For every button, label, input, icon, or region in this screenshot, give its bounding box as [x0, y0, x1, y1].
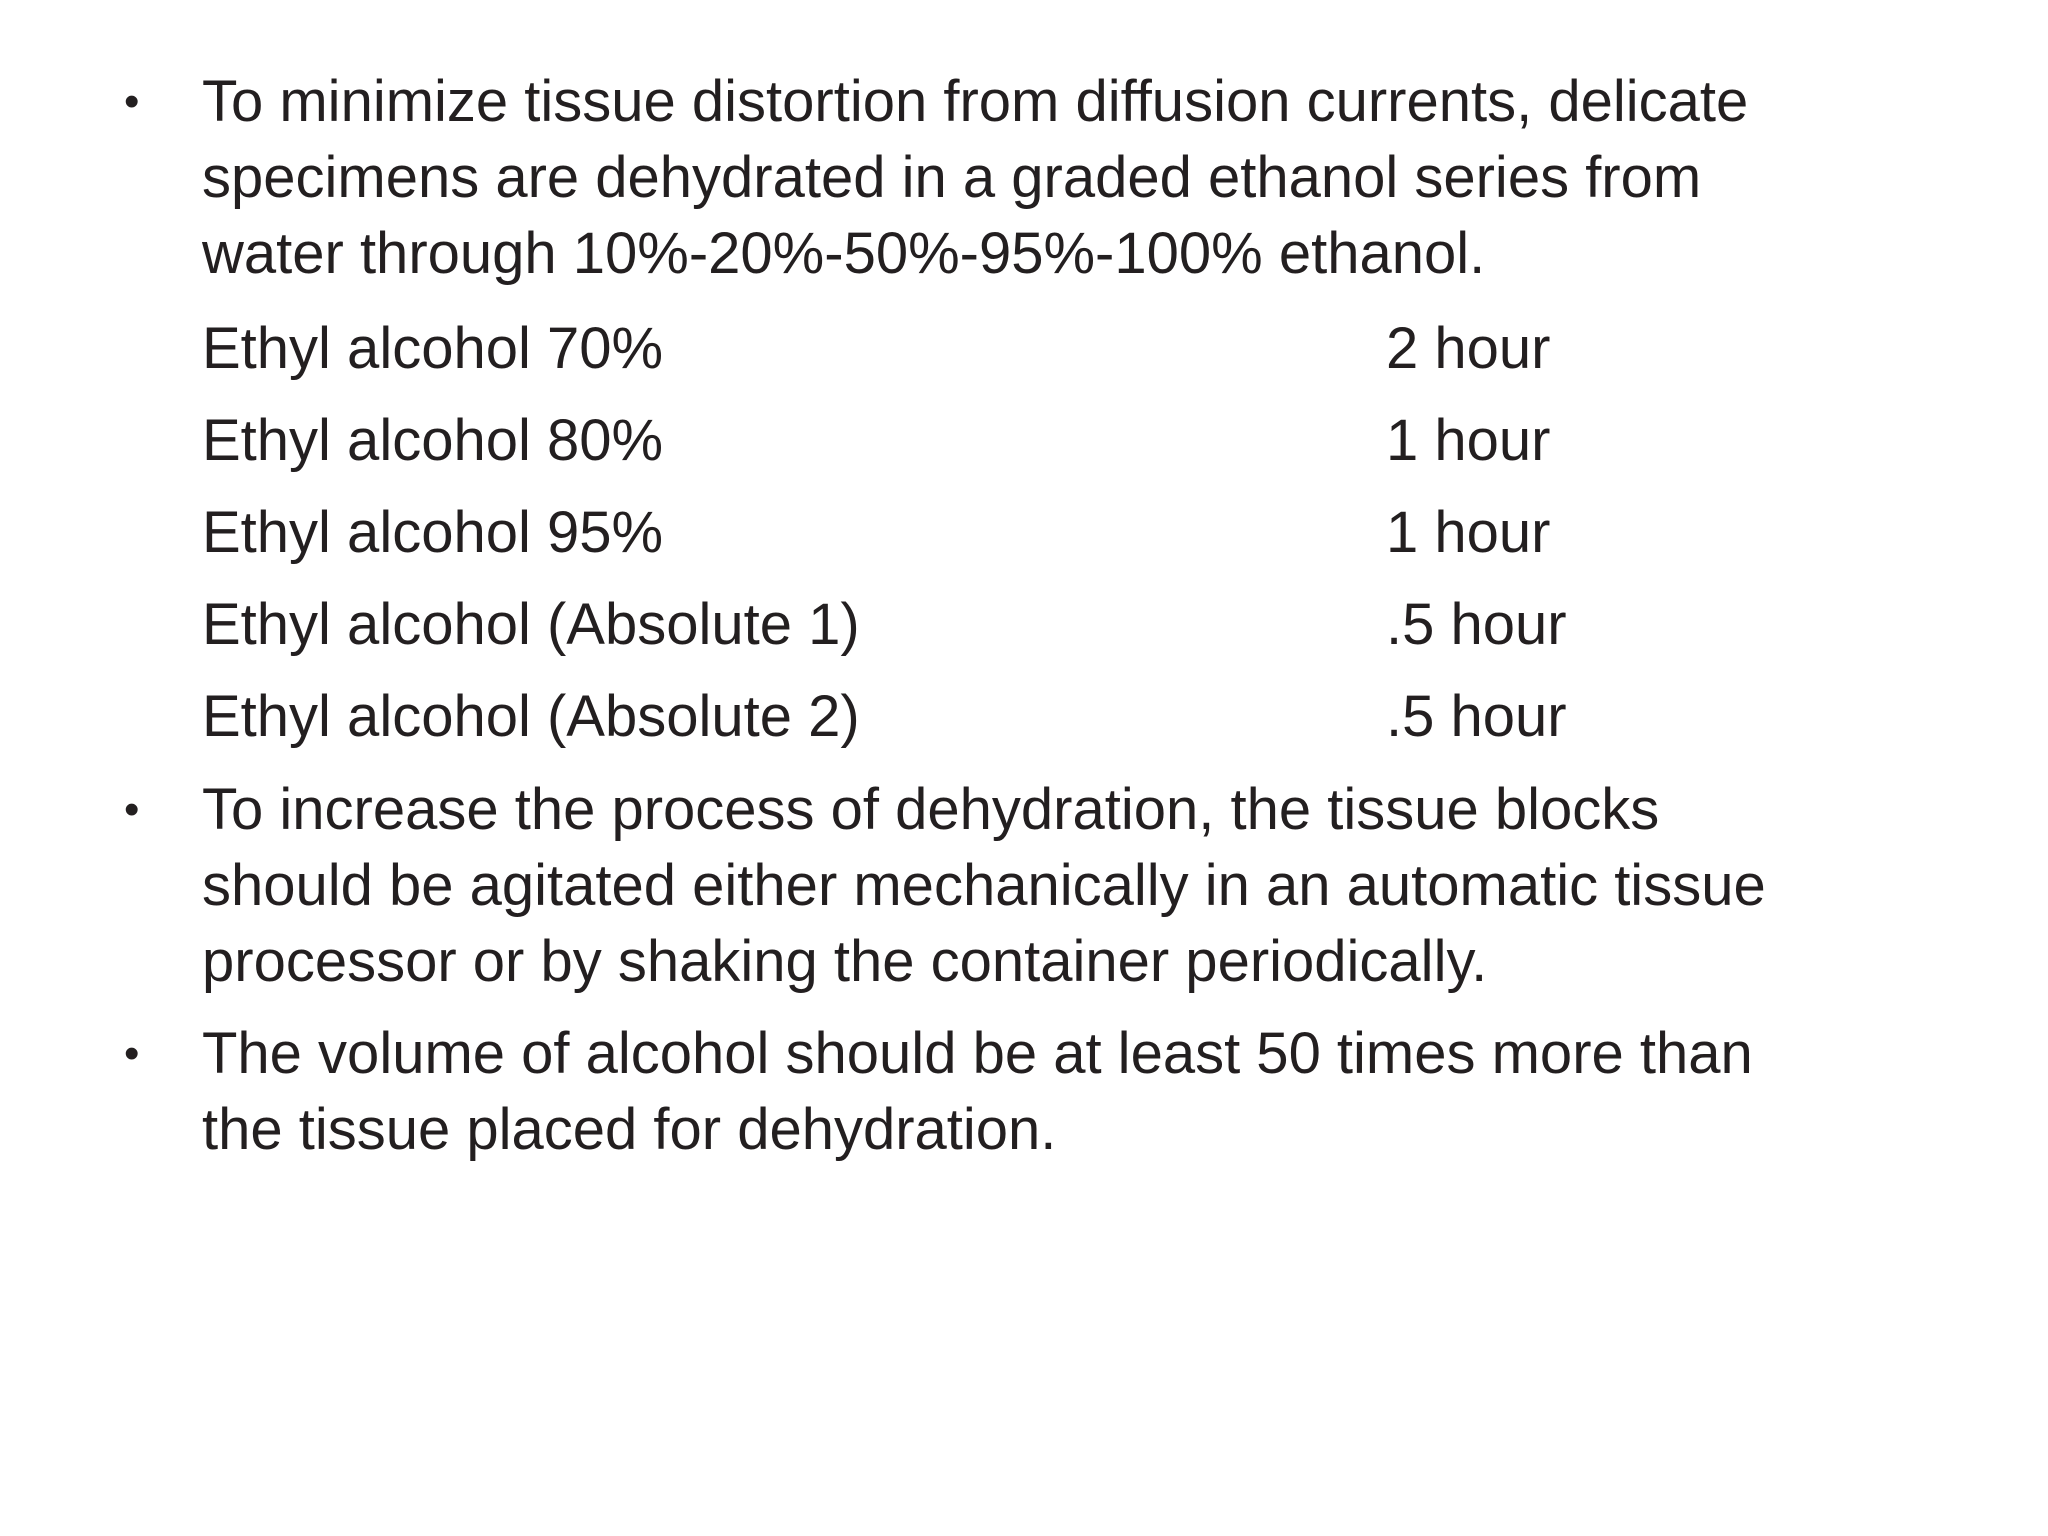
- schedule-row: [0, 495, 2048, 571]
- bullet-dot: •: [124, 785, 140, 834]
- schedule-row: [0, 311, 2048, 387]
- bullet-text: The volume of alcohol should be at least 50 times more than the tissue placed for dehydration.: [202, 1021, 1753, 1162]
- schedule-time: .5 hour: [1386, 592, 1567, 657]
- schedule-step: Ethyl alcohol (Absolute 2): [202, 684, 860, 749]
- bullet-dot: •: [124, 1029, 140, 1078]
- schedule-step: Ethyl alcohol 70%: [202, 316, 664, 381]
- schedule-step: Ethyl alcohol 80%: [202, 408, 664, 473]
- schedule-time: .5 hour: [1386, 684, 1567, 749]
- schedule-time: 1 hour: [1386, 500, 1551, 565]
- schedule-row: [0, 587, 2048, 663]
- schedule-row: [0, 679, 2048, 755]
- schedule-row: [0, 403, 2048, 479]
- schedule-time: 2 hour: [1386, 316, 1551, 381]
- bullet-text: To minimize tissue distortion from diffusion currents, delicate specimens are dehydrated in a graded ethanol series from water through 10%-20%-50%-95%-100% ethanol.: [202, 69, 1749, 286]
- bullet-dot: •: [124, 77, 140, 126]
- schedule-step: Ethyl alcohol 95%: [202, 500, 664, 565]
- schedule-time: 1 hour: [1386, 408, 1551, 473]
- schedule-step: Ethyl alcohol (Absolute 1): [202, 592, 860, 657]
- bullet-text: To increase the process of dehydration, the tissue blocks should be agitated either mechanically in an automatic tissue processor or by shaking the container periodically.: [202, 777, 1766, 994]
